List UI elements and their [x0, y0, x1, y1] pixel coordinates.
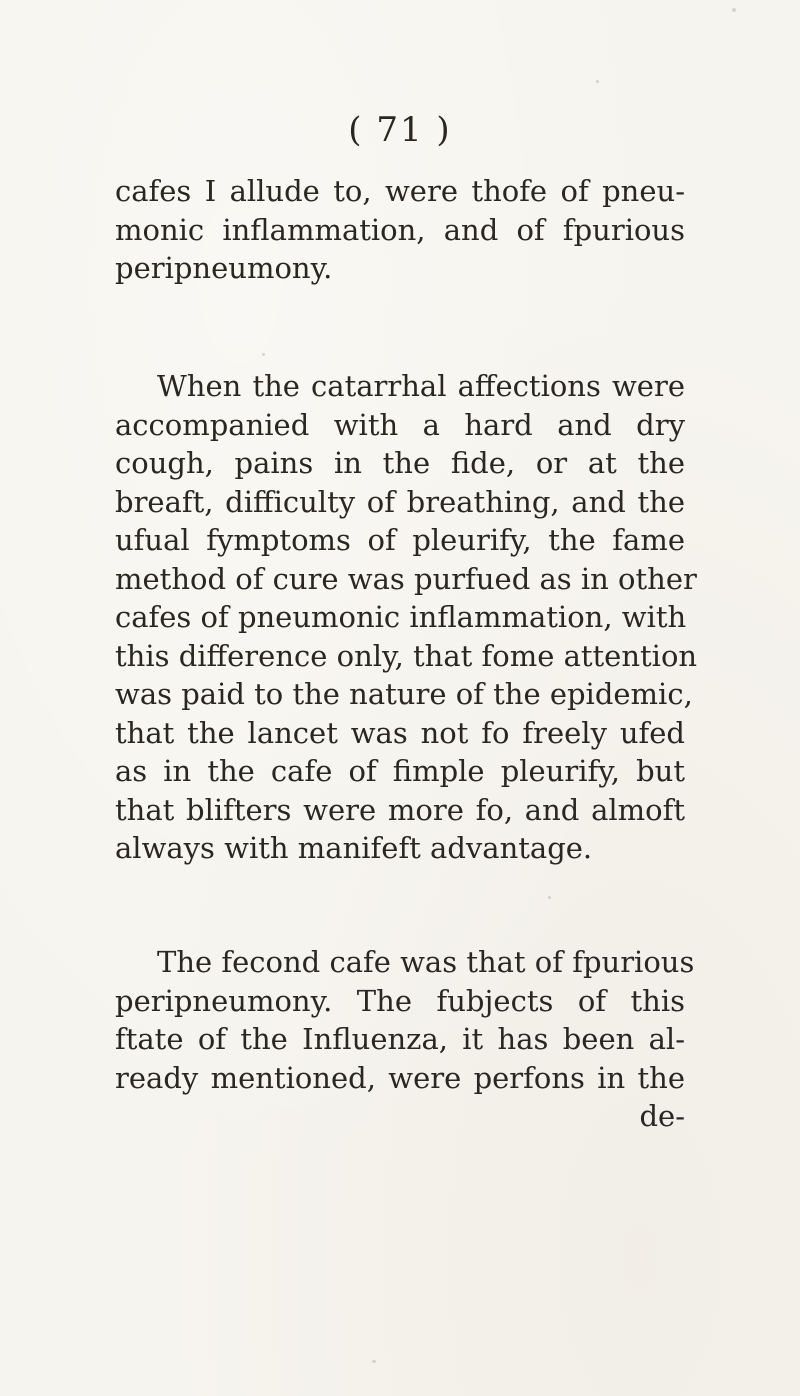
paragraph-3: [115, 943, 695, 1136]
text-line: cafes I allude to, were thofe of pneu-: [115, 174, 685, 208]
paper-speck: [596, 80, 599, 83]
catchword: de-: [639, 1099, 685, 1133]
paper-speck: [262, 353, 265, 356]
paper-speck: [372, 1360, 376, 1363]
paragraph-2: [115, 367, 698, 868]
text-line: peripneumony.: [115, 251, 333, 285]
text-line: breaft, difficulty of breathing, and the: [115, 484, 685, 519]
text-line: When the catarrhal affections were: [157, 369, 685, 403]
text-line: always with manifeft advantage.: [115, 831, 593, 865]
page-number: ( 71 ): [348, 110, 452, 150]
text-line: cafes of pneumonic inflammation, with: [115, 600, 687, 634]
text-line: peripneumony. The fubjects of this: [115, 983, 685, 1018]
paper-speck: [548, 896, 551, 899]
text-line: that the lancet was not fo freely ufed: [115, 715, 685, 750]
text-line: accompanied with a hard and dry: [115, 407, 685, 442]
text-line: ufual fymptoms of pleurify, the fame: [115, 523, 685, 557]
text-line: ftate of the Influenza, it has been al-: [115, 1022, 685, 1056]
text-line: that blifters were more fo, and almoft: [115, 792, 685, 827]
text-line: monic inflammation, and of fpurious: [115, 212, 685, 247]
paragraph-1: [115, 172, 685, 288]
paper-speck: [732, 8, 736, 12]
text-line: method of cure was purfued as in other: [115, 561, 697, 596]
text-line: ready mentioned, were perfons in the: [115, 1060, 685, 1095]
text-line: this difference only, that fome attention: [115, 638, 698, 673]
text-line: cough, pains in the fide, or at the: [115, 446, 685, 480]
text-line: was paid to the nature of the epidemic,: [115, 677, 693, 711]
text-line: The fecond cafe was that of fpurious: [157, 945, 695, 979]
text-line: as in the cafe of fimple pleurify, but: [115, 754, 685, 788]
